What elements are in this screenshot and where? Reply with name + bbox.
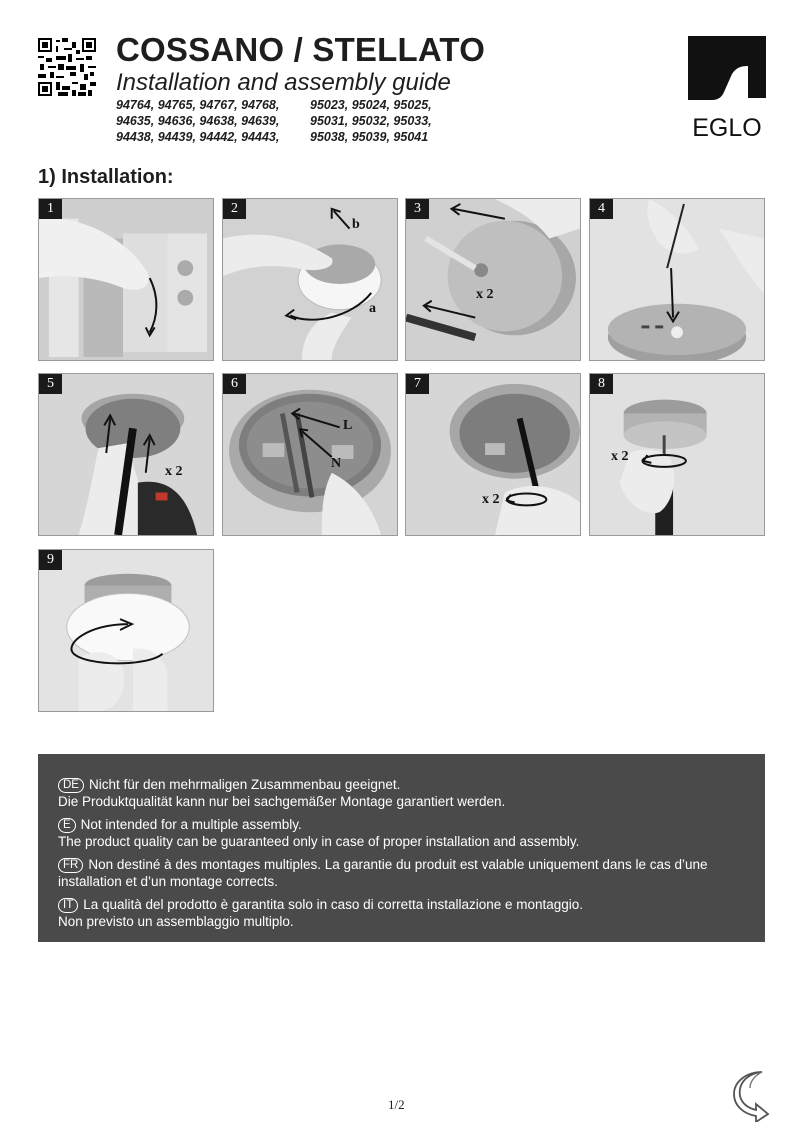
step-label: x 2 <box>476 287 494 302</box>
step-4-illustration <box>590 199 764 360</box>
step-2-image <box>222 198 398 361</box>
model-line: 95031, 95032, 95033, <box>310 114 432 128</box>
step-1-image <box>38 198 214 361</box>
notice-fr <box>58 856 745 890</box>
notice-line: Nicht für den mehrmaligen Zusammenbau geeignet. <box>88 777 401 792</box>
notice-line: Not intended for a multiple assembly. <box>80 817 302 832</box>
notice-line: Non previsto un assemblaggio multiplo. <box>58 914 294 929</box>
step-9-illustration <box>39 550 213 711</box>
page-number: 1/2 <box>388 1097 405 1112</box>
notice-e <box>58 816 745 850</box>
notice-line: installation et d’un montage corrects. <box>58 874 278 889</box>
model-numbers-column-1 <box>116 97 279 145</box>
step-6-image <box>222 373 398 536</box>
step-number: 7 <box>406 374 429 394</box>
step-label: a <box>369 301 376 316</box>
step-label: x 2 <box>611 449 629 464</box>
step-5-image <box>38 373 214 536</box>
step-number: 6 <box>223 374 246 394</box>
brand-text: EGLO <box>692 114 762 142</box>
step-7-image <box>405 373 581 536</box>
notice-box <box>38 754 765 942</box>
step-number: 2 <box>223 199 246 219</box>
language-badge: E <box>58 818 76 833</box>
model-line: 95023, 95024, 95025, <box>310 98 432 112</box>
step-label: x 2 <box>165 464 183 479</box>
language-badge: FR <box>58 858 83 873</box>
language-badge: IT <box>58 898 78 913</box>
step-label: N <box>331 456 342 471</box>
step-3-illustration <box>406 199 580 360</box>
step-number: 1 <box>39 199 62 219</box>
model-line: 95038, 95039, 95041 <box>310 130 429 144</box>
page-title: COSSANO / STELLATO <box>116 31 486 68</box>
step-label: x 2 <box>482 492 500 507</box>
step-4-image <box>589 198 765 361</box>
notice-de <box>58 776 745 810</box>
notice-it <box>58 896 745 930</box>
notice-line: La qualità del prodotto è garantita solo in caso di corretta installazione e montaggio. <box>83 897 584 912</box>
step-5-illustration <box>39 374 213 535</box>
step-number: 4 <box>590 199 613 219</box>
eglo-logo-icon <box>688 36 766 144</box>
step-9-image <box>38 549 214 712</box>
turn-page-icon[interactable] <box>732 1070 772 1122</box>
step-label: b <box>352 217 360 232</box>
qr-code-icon <box>38 38 96 96</box>
language-badge: DE <box>58 778 84 793</box>
section-title: 1) Installation: <box>38 166 174 188</box>
notice-line: The product quality can be guaranteed only in case of proper installation and assembly. <box>58 834 580 849</box>
step-1-illustration <box>39 199 213 360</box>
notice-line: Non destiné à des montages multiples. La garantie du produit est valable uniquement dans le cas d’une <box>88 857 708 872</box>
step-7-illustration <box>406 374 580 535</box>
model-line: 94764, 94765, 94767, 94768, <box>116 98 280 112</box>
step-label: L <box>343 418 353 433</box>
step-2-illustration <box>223 199 397 360</box>
model-numbers-column-2 <box>310 97 432 145</box>
model-line: 94635, 94636, 94638, 94639, <box>116 114 280 128</box>
step-number: 9 <box>39 550 62 570</box>
step-number: 5 <box>39 374 62 394</box>
step-number: 3 <box>406 199 429 219</box>
model-line: 94438, 94439, 94442, 94443, <box>116 130 280 144</box>
page-subtitle: Installation and assembly guide <box>116 69 451 96</box>
step-3-image <box>405 198 581 361</box>
step-6-illustration <box>223 374 397 535</box>
step-8-image <box>589 373 765 536</box>
notice-line: Die Produktqualität kann nur bei sachgemäßer Montage garantiert werden. <box>58 794 506 809</box>
step-number: 8 <box>590 374 613 394</box>
